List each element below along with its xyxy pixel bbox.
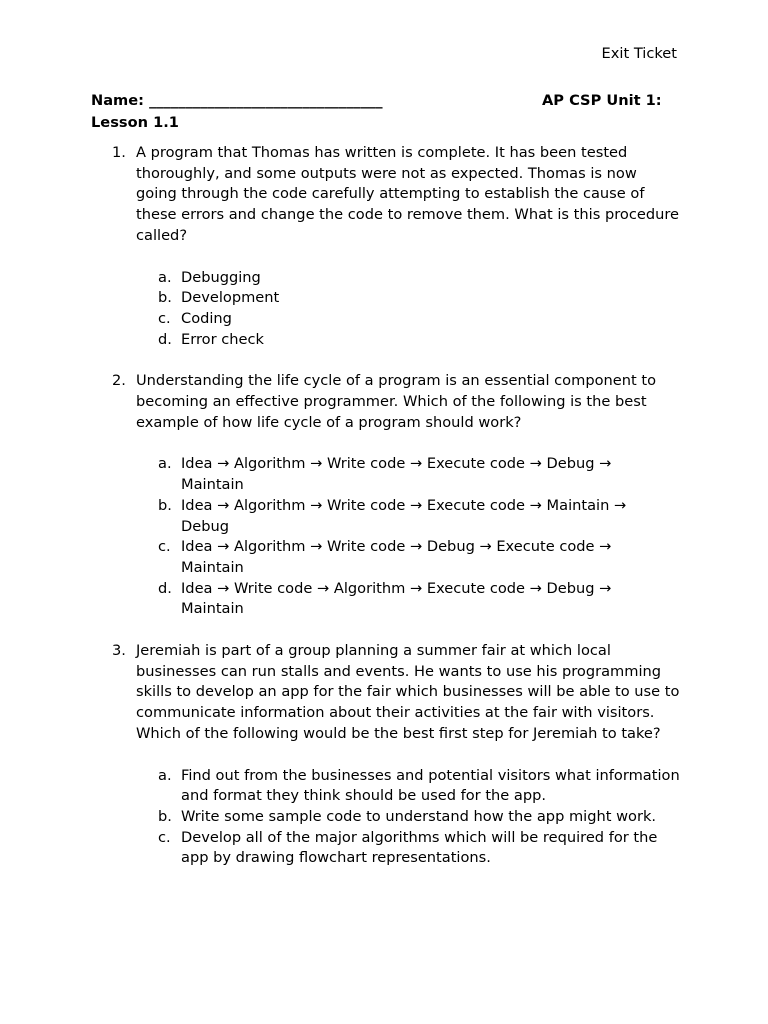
answer-option-a (158, 454, 651, 495)
name-field-label: Name: ________________________________ (91, 92, 383, 109)
option-text: Idea → Write code → Algorithm → Execute code → Debug → Maintain (181, 579, 612, 618)
option-text: Develop all of the major algorithms which will be required for the app by drawing flowchart representations. (181, 828, 658, 867)
option-text: Development (181, 289, 280, 307)
option-text: Coding (181, 309, 232, 327)
option-letter: c. (158, 538, 171, 556)
option-text: Error check (181, 330, 264, 348)
option-text: Write some sample code to understand how the app might work. (181, 807, 657, 825)
answer-option-d (158, 579, 651, 620)
option-letter: c. (158, 828, 171, 846)
answer-option-b (158, 496, 651, 537)
question-text: Jeremiah is part of a group planning a summer fair at which local businesses can run stalls and events. He wants to use his programming skills to develop an app for the fair which businesses will be able to use to communicate information about their activities at the fair with visitors. Which of the following would be the best first step for Jeremiah to take? (136, 642, 680, 742)
option-text: Idea → Algorithm → Write code → Execute code → Debug → Maintain (181, 455, 612, 494)
option-letter: c. (158, 309, 171, 327)
option-letter: a. (158, 766, 172, 784)
option-letter: d. (158, 330, 172, 348)
answer-options (136, 268, 681, 351)
lesson-label: Lesson 1.1 (91, 114, 179, 131)
option-text: Find out from the businesses and potential visitors what information and format they think should be used for the app. (181, 766, 680, 805)
option-letter: a. (158, 455, 172, 473)
answer-option-c (158, 537, 651, 578)
question-text: A program that Thomas has written is complete. It has been tested thoroughly, and some outputs were not as expected. Thomas is now going through the code carefully attempting to establish the cause of these errors and change the code to remove them. What is this procedure called? (136, 144, 679, 244)
question-3 (112, 641, 681, 869)
question-2 (112, 371, 681, 620)
option-letter: d. (158, 579, 172, 597)
answer-options (136, 766, 681, 870)
question-list (0, 143, 768, 869)
question-1 (112, 143, 681, 350)
question-text: Understanding the life cycle of a program is an essential component to becoming an effective programmer. Which of the following is the best example of how life cycle of a program should work? (136, 372, 656, 431)
option-text: Idea → Algorithm → Write code → Execute code → Maintain → Debug (181, 496, 627, 535)
option-letter: a. (158, 268, 172, 286)
answer-option-c (158, 828, 681, 869)
option-letter: b. (158, 807, 172, 825)
answer-option-c (158, 309, 681, 330)
option-text: Idea → Algorithm → Write code → Debug → Execute code → Maintain (181, 538, 612, 576)
worksheet-header (91, 91, 691, 131)
unit-label: AP CSP Unit 1: (542, 92, 662, 109)
question-number: 2. (112, 372, 126, 390)
answer-option-b (158, 288, 681, 309)
question-number: 3. (112, 642, 126, 660)
option-text: Debugging (181, 268, 261, 286)
option-letter: b. (158, 496, 172, 514)
answer-option-a (158, 766, 681, 807)
question-number: 1. (112, 144, 126, 161)
option-letter: b. (158, 289, 172, 307)
answer-option-b (158, 807, 681, 828)
answer-option-d (158, 330, 681, 351)
exit-ticket-label: Exit Ticket (601, 45, 677, 62)
answer-options (136, 454, 681, 620)
answer-option-a (158, 268, 681, 289)
